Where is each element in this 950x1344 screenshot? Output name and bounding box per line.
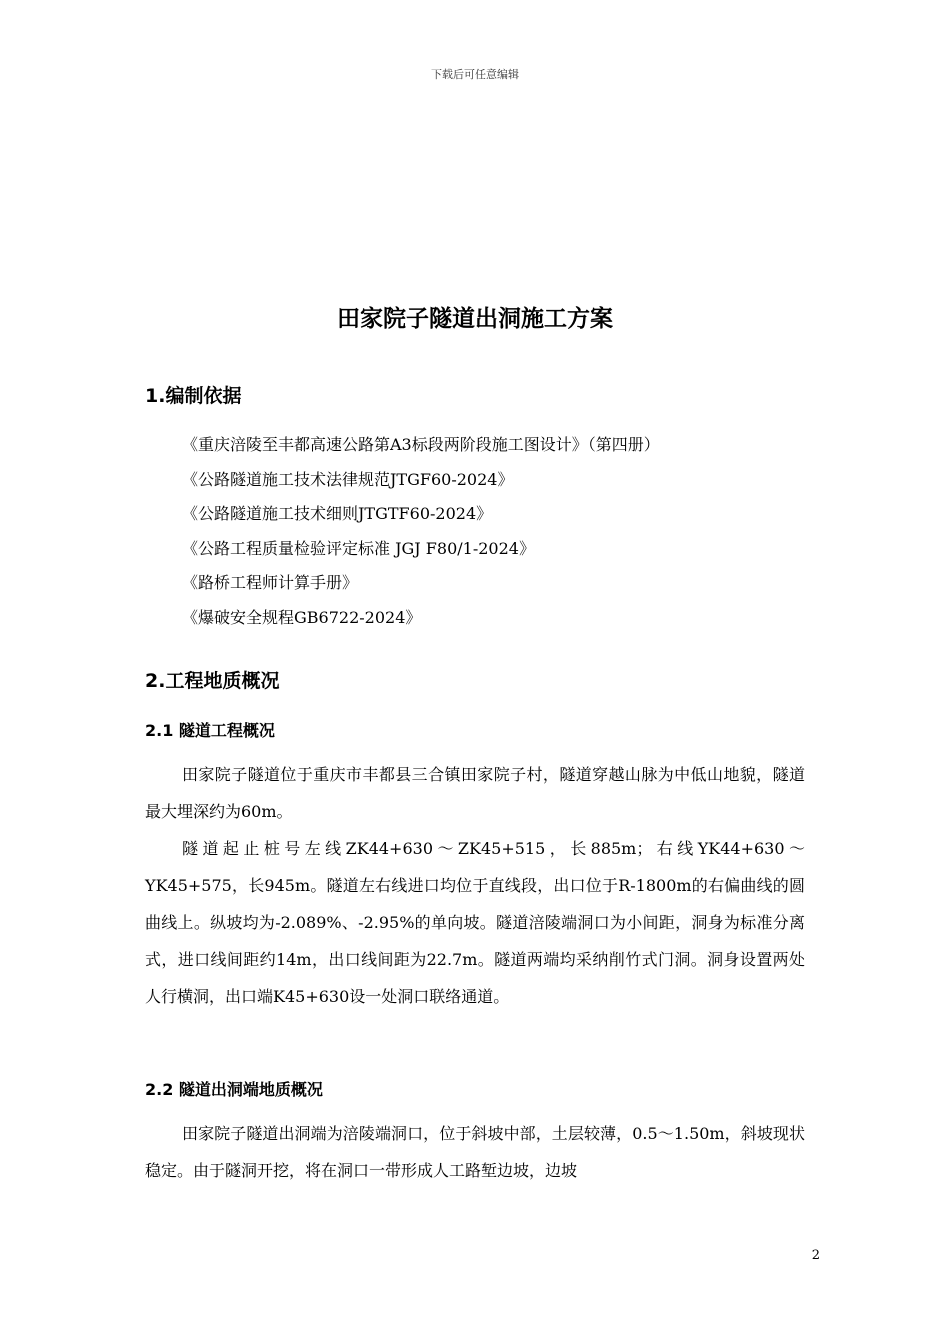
section-1-heading: 1.编制依据: [145, 385, 242, 407]
reference-item: 《公路隧道施工技术法律规范JTGF60-2024》: [182, 469, 514, 489]
subsection-2-2-heading: 2.2 隧道出洞端地质概况: [145, 1080, 323, 1099]
reference-item: 《公路工程质量检验评定标准 JGJ F80/1-2024》: [182, 538, 535, 558]
reference-item: 《爆破安全规程GB6722-2024》: [182, 607, 422, 627]
reference-item: 《重庆涪陵至丰都高速公路第A3标段两阶段施工图设计》（第四册）: [182, 435, 660, 454]
paragraph-tunnel-location: 田家院子隧道位于重庆市丰都县三合镇田家院子村，隧道穿越山脉为中低山地貌，隧道最大埋深约为60m。: [145, 765, 805, 821]
reference-list: [182, 428, 660, 635]
document-title: 田家院子隧道出洞施工方案: [337, 306, 613, 332]
reference-item: 《路桥工程师计算手册》: [182, 573, 359, 592]
section-2-heading: 2.工程地质概况: [145, 670, 280, 692]
page-number: 2: [811, 1248, 820, 1263]
paragraph-tunnel-details: 隧道起止桩号左线ZK44+630～ZK45+515，长885m；右线YK44+630～YK45+575，长945m。隧道左右线进口均位于直线段，出口位于R-1800m的右偏曲线的圆曲线上。纵坡均为-2.089%、-2.95%的单向坡。隧道涪陵端洞口为小间距，洞身为标准分离式，进口线间距约14m，出口线间距为22.7m。隧道两端均采纳削竹式门洞。洞身设置两处人行横洞，出口端K45+630设一处洞口联络通道。: [145, 839, 805, 1006]
subsection-2-1-heading: 2.1 隧道工程概况: [145, 721, 275, 740]
paragraph-exit-geology: 田家院子隧道出洞端为涪陵端洞口，位于斜坡中部，土层较薄，0.5～1.50m，斜坡现状稳定。由于隧洞开挖，将在洞口一带形成人工路堑边坡，边坡: [145, 1124, 805, 1180]
reference-item: 《公路隧道施工技术细则JTGTF60-2024》: [182, 504, 493, 523]
header-note: 下载后可任意编辑: [431, 68, 519, 81]
